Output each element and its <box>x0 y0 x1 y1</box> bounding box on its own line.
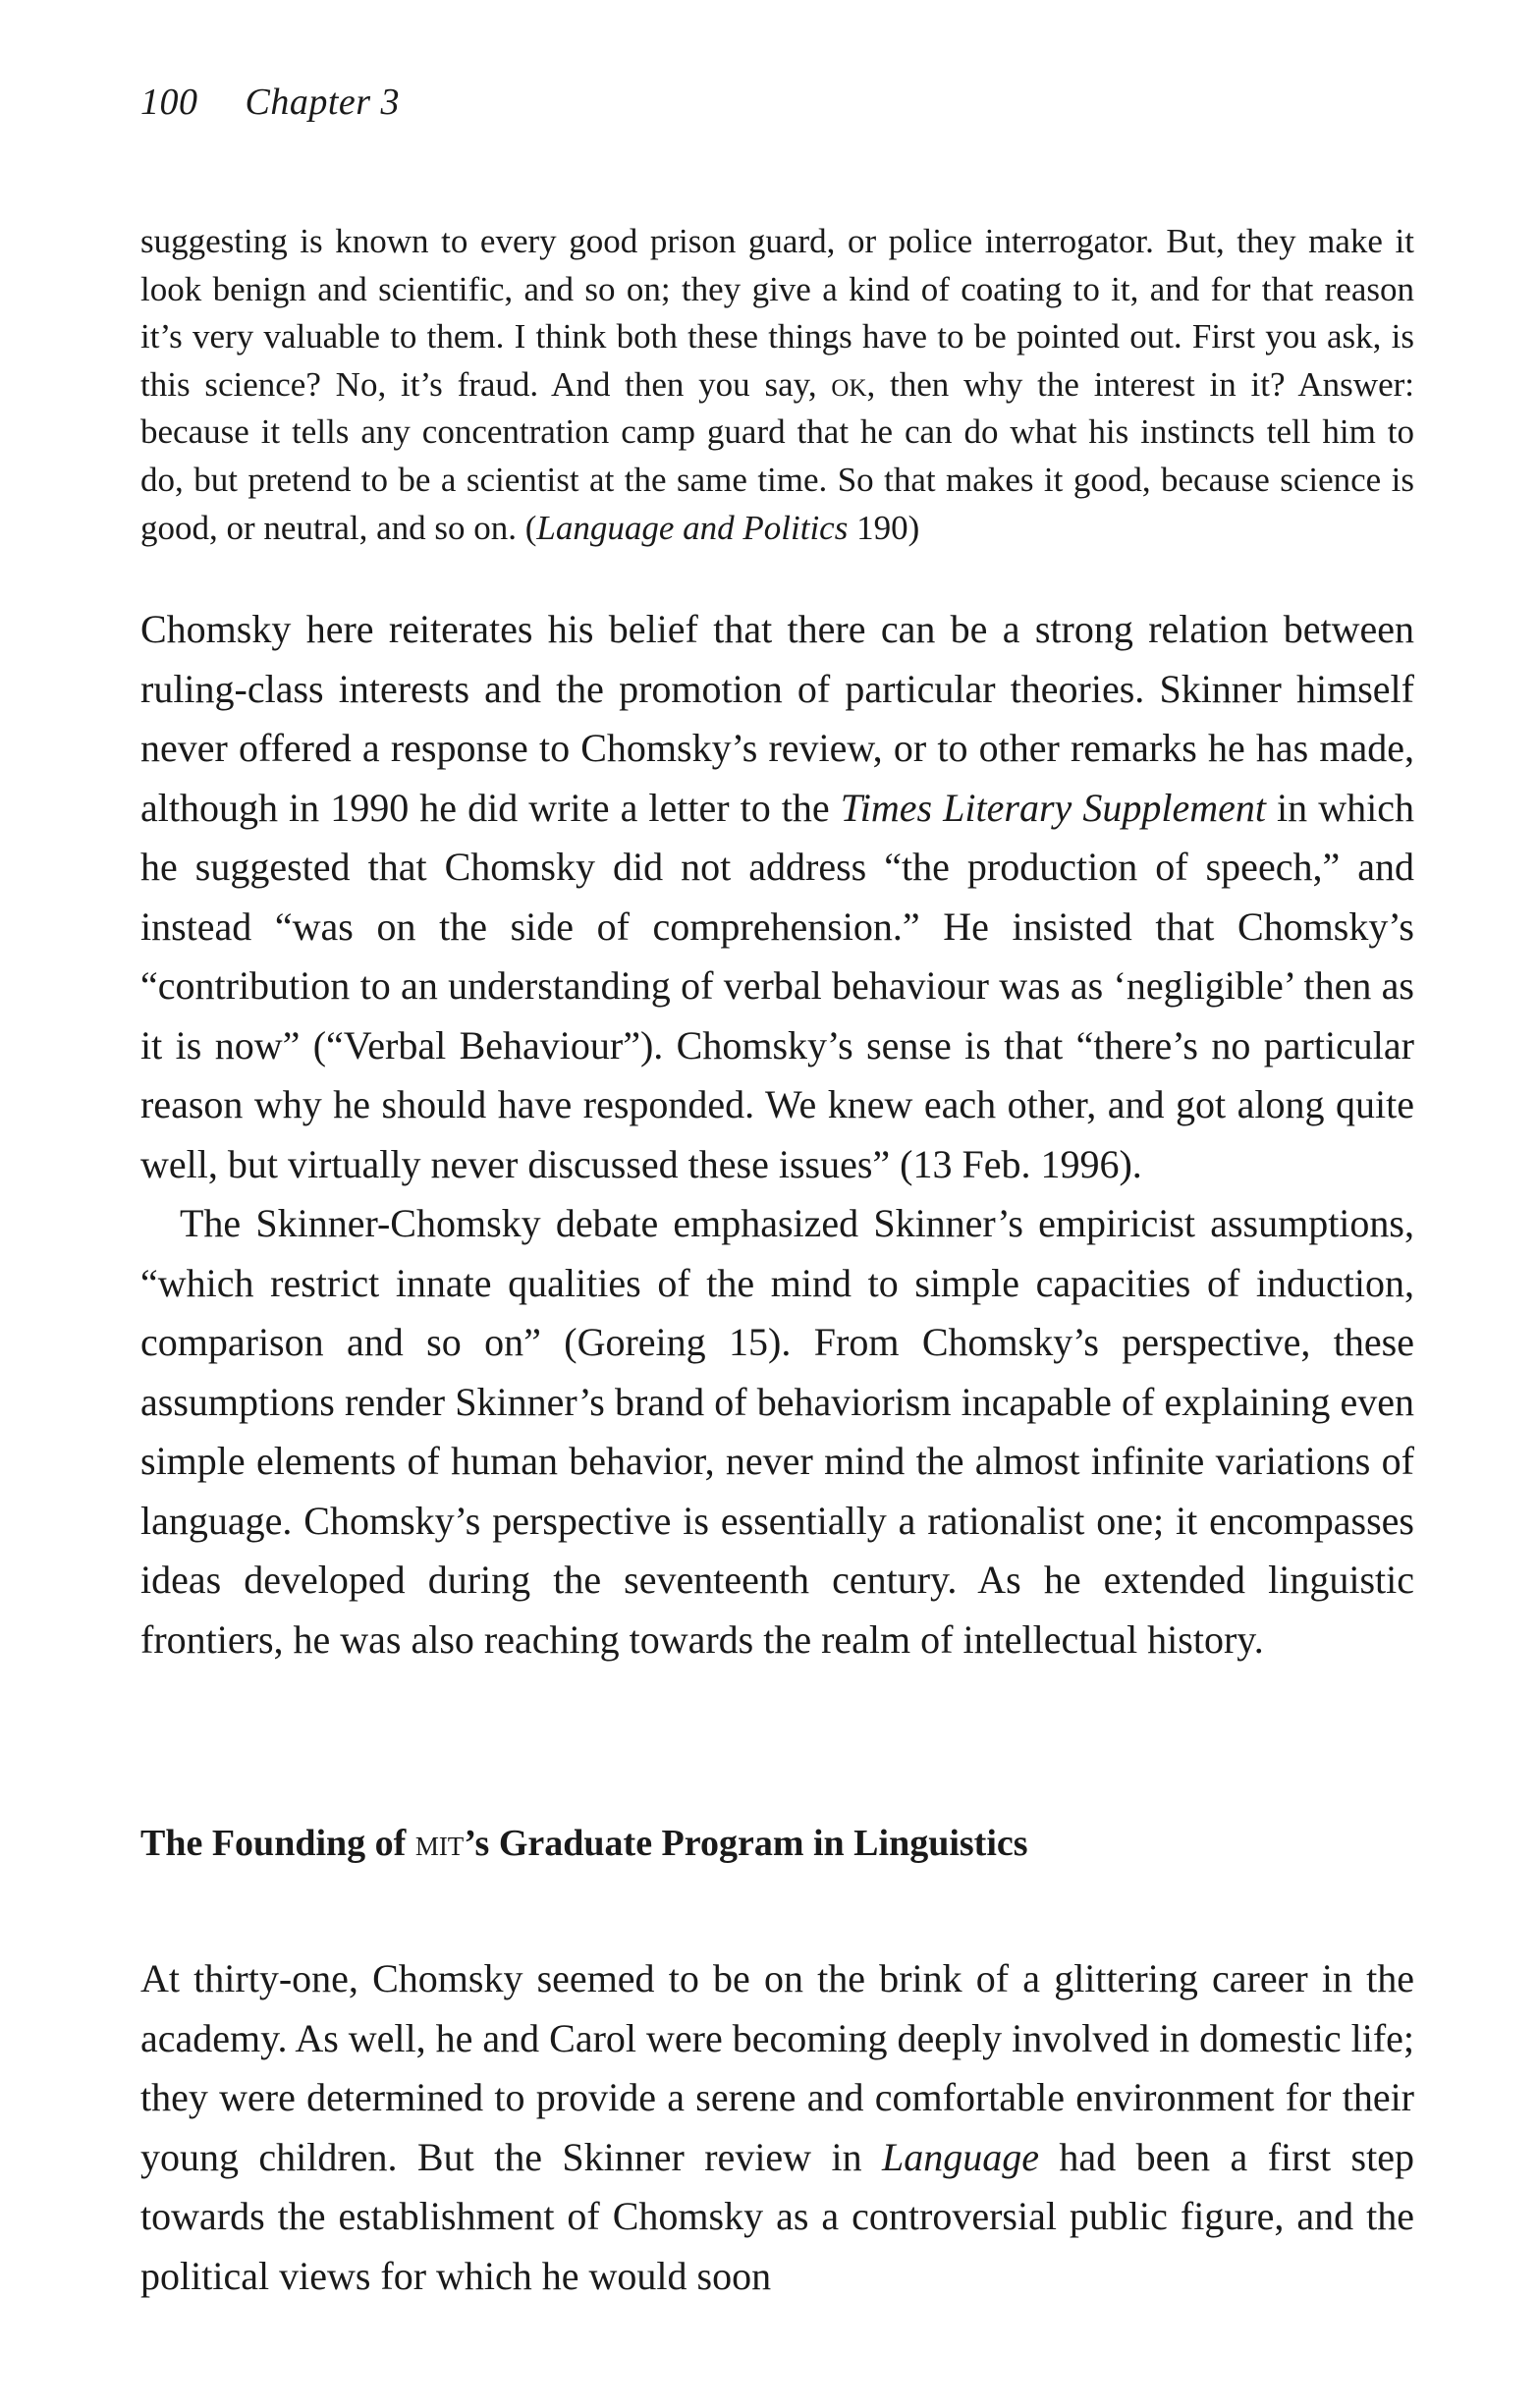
heading-text-a: The Founding of <box>140 1823 415 1864</box>
body-section-1 <box>140 600 1414 1669</box>
section-heading <box>140 1822 1028 1865</box>
block-quote <box>140 218 1414 552</box>
citation-title: Language and Politics <box>536 508 849 547</box>
paragraph-1-text-b: in which he suggested that Chomsky did not address “the production of speech,” and instead “was on the side of comprehension.” He insisted that Chomsky’s “contribution to an understanding of verbal behaviour was as ‘negligible’ then as it is now” (“Verbal Behaviour”). Chomsky’s sense is that “there’s no particular reason why he should have responded. We knew each other, and got along quite well, but virtually never discussed these issues” (13 Feb. 1996). <box>140 785 1414 1186</box>
citation-page: 190) <box>848 508 920 547</box>
quote-text-2: then why the interest in it? Answer: because it tells any concentration camp guard that he can do what his instincts tell him to do, but pretend to be a scientist at the same time. So that makes it good, because science is good, or neutral, and so on. <box>140 364 1414 547</box>
page-number: 100 <box>140 82 198 123</box>
paragraph-3 <box>140 1949 1414 2306</box>
paragraph-1-title: Times Literary Supplement <box>840 785 1266 830</box>
paragraph-3-title: Language <box>882 2134 1040 2179</box>
paragraph-3-text-a: At thirty-one, Chomsky seemed to be on the brink of a glittering career in the academy. As well, he and Carol were becoming deeply involved in domestic life; they were determined to provide a serene and comfortable environment for their young children. But the Skinner review in <box>140 1956 1415 2179</box>
quote-citation <box>525 509 920 547</box>
quote-text-1: suggesting is known to every good prison guard, or police interrogator. But, they make it look benign and scientific, and so on; they give a kind of coating to it, and for that reason it’s very valuable to them. I think both these things have to be pointed out. First you ask, is this science? No, it’s fraud. And then you say, <box>140 222 1414 404</box>
heading-mit: mit <box>414 1823 465 1864</box>
chapter-title: Chapter 3 <box>245 82 401 123</box>
heading-text-b: ’s Graduate Program in Linguistics <box>464 1823 1028 1864</box>
body-section-2 <box>140 1949 1414 2306</box>
paragraph-2: The Skinner-Chomsky debate emphasized Skinner’s empiricist assumptions, “which restrict innate qualities of the mind to simple capacities of induction, comparison and so on” (Goreing 15). From Chomsky’s perspective, these assumptions render Skinner’s brand of behaviorism incapable of explaining even simple elements of human behavior, never mind the almost infinite variations of language. Chomsky’s perspective is essentially a rationalist one; it encompasses ideas developed during the seventeenth century. As he extended linguistic frontiers, he was also reaching towards the realm of intellectual history. <box>140 1201 1414 1662</box>
running-head <box>140 81 400 124</box>
paragraph-1-text-a: Chomsky here reiterates his belief that there can be a strong relation between ruling-class interests and the promotion of particular theories. Skinner himself never offered a response to Chomsky’s review, or to other remarks he has made, although in 1990 he did write a letter to the <box>140 607 1414 830</box>
citation-open: ( <box>524 508 537 547</box>
paragraph-3-text-b: had been a first step towards the establishment of Chomsky as a controversial public figure, and the political views for which he would soon <box>140 2134 1414 2298</box>
quote-ok: ok, <box>831 364 876 404</box>
paragraph-1 <box>140 600 1414 1194</box>
